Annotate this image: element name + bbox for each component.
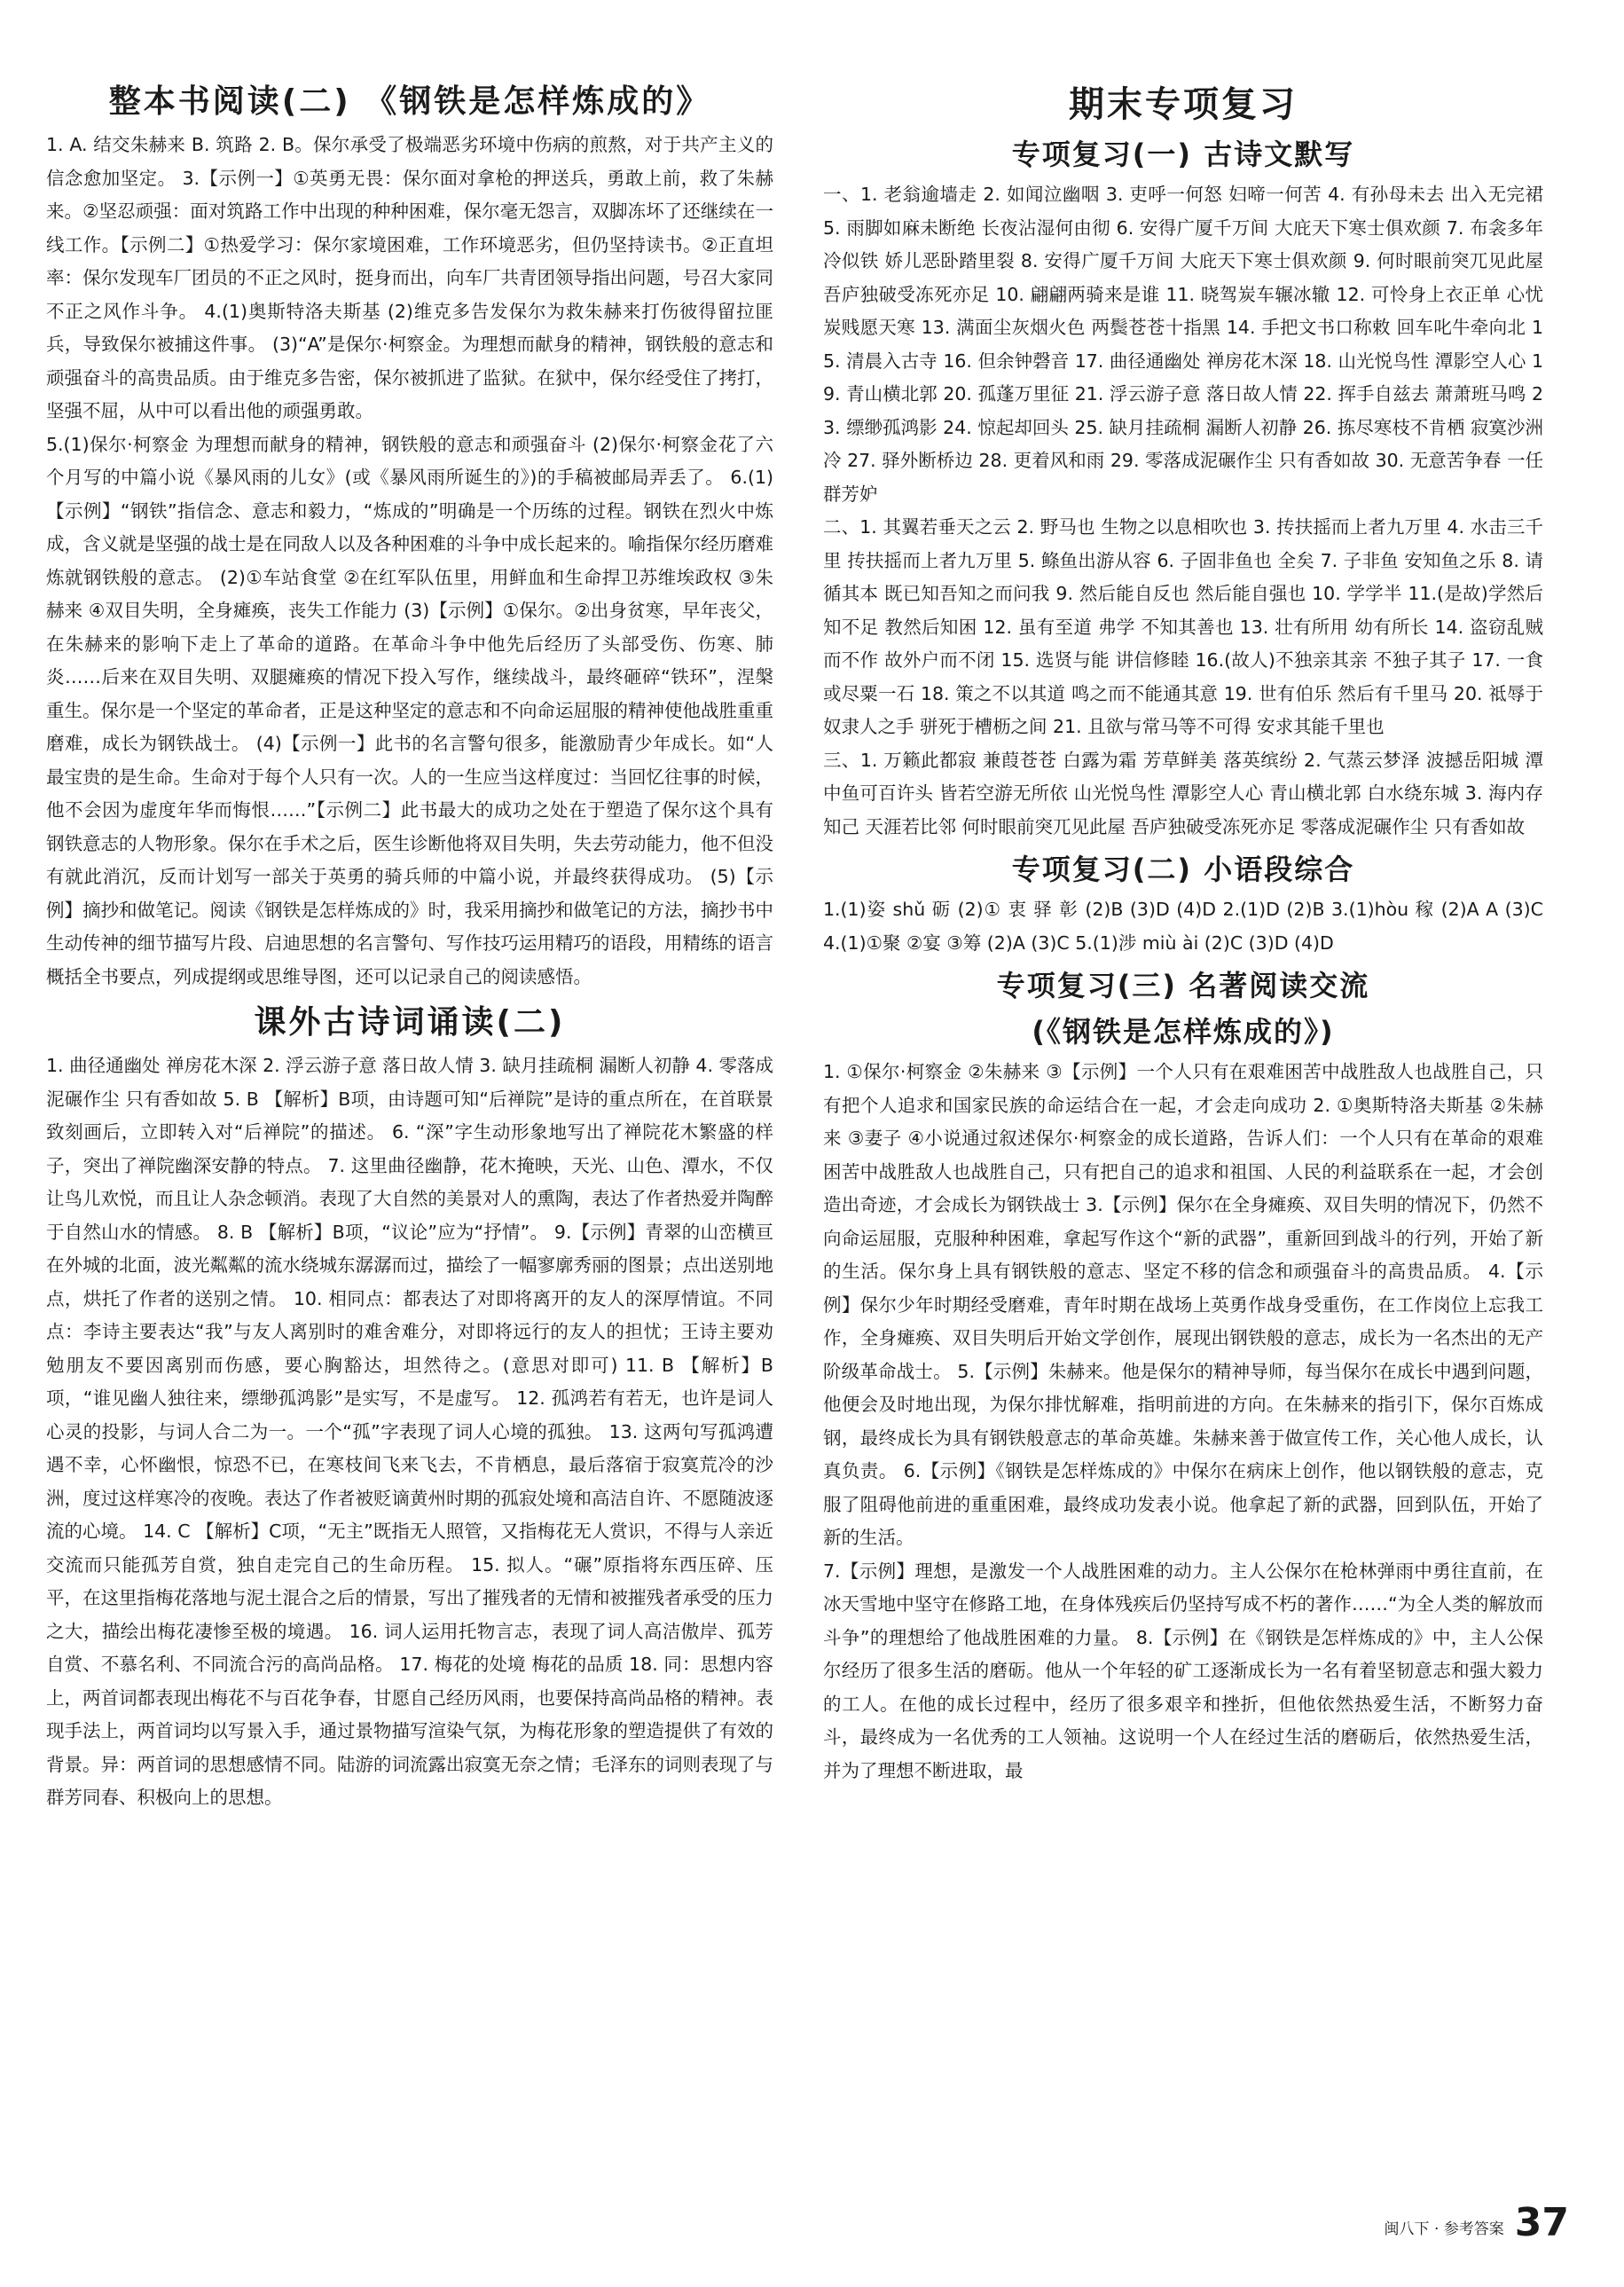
- section-title-classical-poems: 课外古诗词诵读(二): [254, 1004, 566, 1041]
- answer-paragraph: 1. 曲径通幽处 禅房花木深 2. 浮云游子意 落日故人情 3. 缺月挂疏桐 漏断人初静 4. 零落成泥碾作尘 只有香如故 5. B 【解析】B项，由诗题可知“后禅院”是诗的重点所在，在首联景致刻画后，立即转入对“后禅院”的描述。 6. “深”字生动形象地写出了禅院花木繁盛的样子，突出了禅院幽深安静的特点。 7. 这里曲径幽静，花木掩映，天光、山色、潭水，不仅让鸟儿欢悦，而且让人杂念顿消。表现了大自然的美景对人的熏陶，表达了作者热爱并陶醉于自然山水的情感。 8. B 【解析】B项，“议论”应为“抒情”。 9.【示例】青翠的山峦横亘在外城的北面，波光粼粼的流水绕城东潺潺而过，描绘了一幅寥廓秀丽的图景；点出送别地点，烘托了作者的送别之情。 10. 相同点：都表达了对即将离开的友人的深厚情谊。不同点：李诗主要表达“我”与友人离别时的难舍难分，对即将远行的友人的担忧；王诗主要劝勉朋友不要因离别而伤感，要心胸豁达，坦然待之。(意思对即可) 11. B 【解析】B项，“谁见幽人独往来，缥缈孤鸿影”是实写，不是虚写。 12. 孤鸿若有若无，也许是词人心灵的投影，与词人合二为一。一个“孤”字表现了词人心境的孤独。 13. 这两句写孤鸿遭遇不幸，心怀幽恨，惊恐不已，在寒枝间飞来飞去，不肯栖息，最后落宿于寂寞荒冷的沙洲，度过这样寒冷的夜晚。表达了作者被贬谪黄州时期的孤寂处境和高洁自许、不愿随波逐流的心境。 14. C 【解析】C项，“无主”既指无人照管，又指梅花无人赏识，不得与人亲近交流而只能孤芳自赏，独自走完自己的生命历程。 15. 拟人。“碾”原指将东西压碎、压平，在这里指梅花落地与泥土混合之后的情景，写出了摧残者的无情和被摧残者承受的压力之大，描绘出梅花凄惨至极的境遇。 16. 词人运用托物言志，表现了词人高洁傲岸、孤芳自赏、不慕名利、不同流合污的高尚品格。 17. 梅花的处境 梅花的品质 18. 同：思想内容上，两首词都表现出梅花不与百花争春，甘愿自己经历风雨，也要保持高尚品格的精神。表现手法上，两首词均以写景入手，通过景物描写渲染气氛，为梅花形象的塑造提供了有效的背景。异：两首词的思想感情不同。陆游的词流露出寂寞无奈之情；毛泽东的词则表现了与群芳同春、积极向上的思想。: [46, 1055, 773, 1808]
- section-title-review-3: 专项复习(三) 名著阅读交流: [996, 969, 1370, 1002]
- section-title-review-1: 专项复习(一) 古诗文默写: [1011, 138, 1355, 171]
- section-title-review-2: 专项复习(二) 小语段综合: [1011, 853, 1355, 886]
- answer-paragraph: 1. ①保尔·柯察金 ②朱赫来 ③【示例】一个人只有在艰难困苦中战胜敌人也战胜自己，只有把个人追求和国家民族的命运结合在一起，才会走向成功 2. ①奥斯特洛夫斯基 ②朱赫来 ③妻子 ④小说通过叙述保尔·柯察金的成长道路，告诉人们：一个人只有在革命的艰难困苦中战胜敌人也战胜自己，只有把自己的追求和祖国、人民的利益联系在一起，才会创造出奇迹，才会成长为钢铁战士 3.【示例】保尔在全身瘫痪、双目失明的情况下，仍然不向命运屈服，克服种种困难，拿起写作这个“新的武器”，重新回到战斗的行列，开始了新的生活。保尔身上具有钢铁般的意志、坚定不移的信念和顽强奋斗的高贵品质。 4.【示例】保尔少年时期经受磨难，青年时期在战场上英勇作战身受重伤，在工作岗位上忘我工作，全身瘫痪、双目失明后开始文学创作，展现出钢铁般的意志，成长为一名杰出的无产阶级革命战士。 5.【示例】朱赫来。他是保尔的精神导师，每当保尔在成长中遇到问题，他便会及时地出现，为保尔排忧解难，指明前进的方向。在朱赫来的指引下，保尔百炼成钢，最终成长为具有钢铁般意志的革命英雄。朱赫来善于做宣传工作，关心他人成长，认真负责。 6.【示例】《钢铁是怎样炼成的》中保尔在病床上创作，他以钢铁般的意志，克服了阻碍他前进的重重困难，最终成功发表小说。他拿起了新的武器，回到队伍，开始了新的生活。: [823, 1061, 1543, 1548]
- page-number: 37: [1514, 2200, 1569, 2245]
- answer-paragraph: 一、1. 老翁逾墙走 2. 如闻泣幽咽 3. 吏呼一何怒 妇啼一何苦 4. 有孙母未去 出入无完裙 5. 雨脚如麻未断绝 长夜沾湿何由彻 6. 安得广厦千万间 大庇天下寒士俱欢颜 7. 布衾多年冷似铁 娇儿恶卧踏里裂 8. 安得广厦千万间 大庇天下寒士俱欢颜 9. 何时眼前突兀见此屋 吾庐独破受冻死亦足 10. 翩翩两骑来是谁 11. 晓驾炭车辗冰辙 12. 可怜身上衣正单 心忧炭贱愿天寒 13. 满面尘灰烟火色 两鬓苍苍十指黑 14. 手把文书口称敕 回车叱牛牵向北 15. 清晨入古寺 16. 但余钟磬音 17. 曲径通幽处 禅房花木深 18. 山光悦鸟性 潭影空人心 19. 青山横北郭 20. 孤蓬万里征 21. 浮云游子意 落日故人情 22. 挥手自兹去 萧萧班马鸣 23. 缥缈孤鸿影 24. 惊起却回头 25. 缺月挂疏桐 漏断人初静 26. 拣尽寒枝不肯栖 寂寞沙洲冷 27. 驿外断桥边 28. 更着风和雨 29. 零落成泥碾作尘 只有香如故 30. 无意苦争春 一任群芳妒: [823, 184, 1543, 505]
- footer-label: 闽八下 · 参考答案: [1384, 2220, 1504, 2238]
- answer-paragraph: 三、1. 万籁此都寂 兼葭苍苍 白露为霜 芳草鲜美 落英缤纷 2. 气蒸云梦泽 波撼岳阳城 潭中鱼可百许头 皆若空游无所依 山光悦鸟性 潭影空人心 青山横北郭 白水绕东城 3. 海内存知己 天涯若比邻 何时眼前突兀见此屋 吾庐独破受冻死亦足 零落成泥碾作尘 只有香如故: [823, 749, 1543, 837]
- answer-paragraph: 1. A. 结交朱赫来 B. 筑路 2. B。保尔承受了极端恶劣环境中伤病的煎熬，对于共产主义的信念愈加坚定。 3.【示例一】①英勇无畏：保尔面对拿枪的押送兵，勇敢上前，救了朱赫来。②坚忍顽强：面对筑路工作中出现的种种困难，保尔毫无怨言，双脚冻坏了还继续在一线工作。【示例二】①热爱学习：保尔家境困难，工作环境恶劣，但仍坚持读书。②正直坦率：保尔发现车厂团员的不正之风时，挺身而出，向车厂共青团领导指出问题，号召大家同不正之风作斗争。 4.(1)奥斯特洛夫斯基 (2)维克多告发保尔为救朱赫来打伤彼得留拉匪兵，导致保尔被捕这件事。 (3)“A”是保尔·柯察金。为理想而献身的精神，钢铁般的意志和顽强奋斗的高贵品质。由于维克多告密，保尔被抓进了监狱。在狱中，保尔经受住了拷打，坚强不屈，从中可以看出他的顽强勇敢。: [46, 134, 773, 421]
- answer-paragraph: 1.(1)姿 shǔ 砺 (2)① 衷 驿 彰 (2)B (3)D (4)D 2.(1)D (2)B 3.(1)hòu 稼 (2)A A (3)C 4.(1)①聚 ②宴 ③筹 (2)A (3)C 5.(1)涉 miù ài (2)C (3)D (4)D: [823, 899, 1543, 954]
- section-title-whole-book-reading: 整本书阅读(二) 《钢铁是怎样炼成的》: [108, 83, 711, 120]
- page-footer: [1385, 2200, 1569, 2245]
- right-column: [823, 76, 1543, 1788]
- answer-paragraph: 7.【示例】理想，是激发一个人战胜困难的动力。主人公保尔在枪林弹雨中勇往直前，在冰天雪地中坚守在修路工地，在身体残疾后仍坚持写成不朽的著作……“为全人类的解放而斗争”的理想给了他战胜困难的力量。 8.【示例】在《钢铁是怎样炼成的》中，主人公保尔经历了很多生活的磨砺。他从一个年轻的矿工逐渐成长为一名有着坚韧意志和强大毅力的工人。在他的成长过程中，经历了很多艰辛和挫折，但他依然热爱生活，不断努力奋斗，最终成为一名优秀的工人领袖。这说明一个人在经过生活的磨砺后，依然热爱生活，并为了理想不断进取，最: [823, 1560, 1543, 1781]
- section-subtitle-review-3: (《钢铁是怎样炼成的》): [1032, 1015, 1335, 1049]
- answer-paragraph: 二、1. 其翼若垂天之云 2. 野马也 生物之以息相吹也 3. 抟扶摇而上者九万里 4. 水击三千里 抟扶摇而上者九万里 5. 鲦鱼出游从容 6. 子固非鱼也 全矣 7. 子非鱼 安知鱼之乐 8. 请循其本 既已知吾知之而问我 9. 然后能自反也 然后能自强也 10. 学学半 11.(是故)学然后知不足 教然后知困 12. 虽有至道 弗学 不知其善也 13. 壮有所用 幼有所长 14. 盗窃乱贼而不作 故外户而不闭 15. 选贤与能 讲信修睦 16.(故人)不独亲其亲 不独子其子 17. 一食或尽粟一石 18. 策之不以其道 鸣之而不能通其意 19. 世有伯乐 然后有千里马 20. 祗辱于奴隶人之手 骈死于槽枥之间 21. 且欲与常马等不可得 安求其能千里也: [823, 516, 1543, 737]
- answer-paragraph: 5.(1)保尔·柯察金 为理想而献身的精神，钢铁般的意志和顽强奋斗 (2)保尔·柯察金花了六个月写的中篇小说《暴风雨的儿女》(或《暴风雨所诞生的》)的手稿被邮局弄丢了。 6.(1)【示例】“钢铁”指信念、意志和毅力，“炼成的”明确是一个历练的过程。钢铁在烈火中炼成，含义就是坚强的战士是在同敌人以及各种困难的斗争中成长起来的。喻指保尔经历磨难炼就钢铁般的意志。 (2)①车站食堂 ②在红军队伍里，用鲜血和生命捍卫苏维埃政权 ③朱赫来 ④双目失明，全身瘫痪，丧失工作能力 (3)【示例】①保尔。②出身贫寒，早年丧父，在朱赫来的影响下走上了革命的道路。在革命斗争中他先后经历了头部受伤、伤寒、肺炎……后来在双目失明、双腿瘫痪的情况下投入写作，继续战斗，最终砸碎“铁环”，涅槃重生。保尔是一个坚定的革命者，正是这种坚定的意志和不向命运屈服的精神使他战胜重重磨难，成长为钢铁战士。 (4)【示例一】此书的名言警句很多，能激励青少年成长。如“人最宝贵的是生命。生命对于每个人只有一次。人的一生应当这样度过：当回忆往事的时候，他不会因为虚度年华而悔恨……”【示例二】此书最大的成功之处在于塑造了保尔这个具有钢铁意志的人物形象。保尔在手术之后，医生诊断他将双目失明，失去劳动能力，他不但没有就此消沉，反而计划写一部关于英勇的骑兵师的中篇小说，并最终获得成功。 (5)【示例】摘抄和做笔记。阅读《钢铁是怎样炼成的》时，我采用摘抄和做笔记的方法，摘抄书中生动传神的细节描写片段、启迪思想的名言警句、写作技巧运用精巧的语段，用精练的语言概括全书要点，列成提纲或思维导图，还可以记录自己的阅读感悟。: [46, 433, 773, 987]
- left-column: [46, 76, 773, 1815]
- page-main-title: 期末专项复习: [1069, 84, 1298, 125]
